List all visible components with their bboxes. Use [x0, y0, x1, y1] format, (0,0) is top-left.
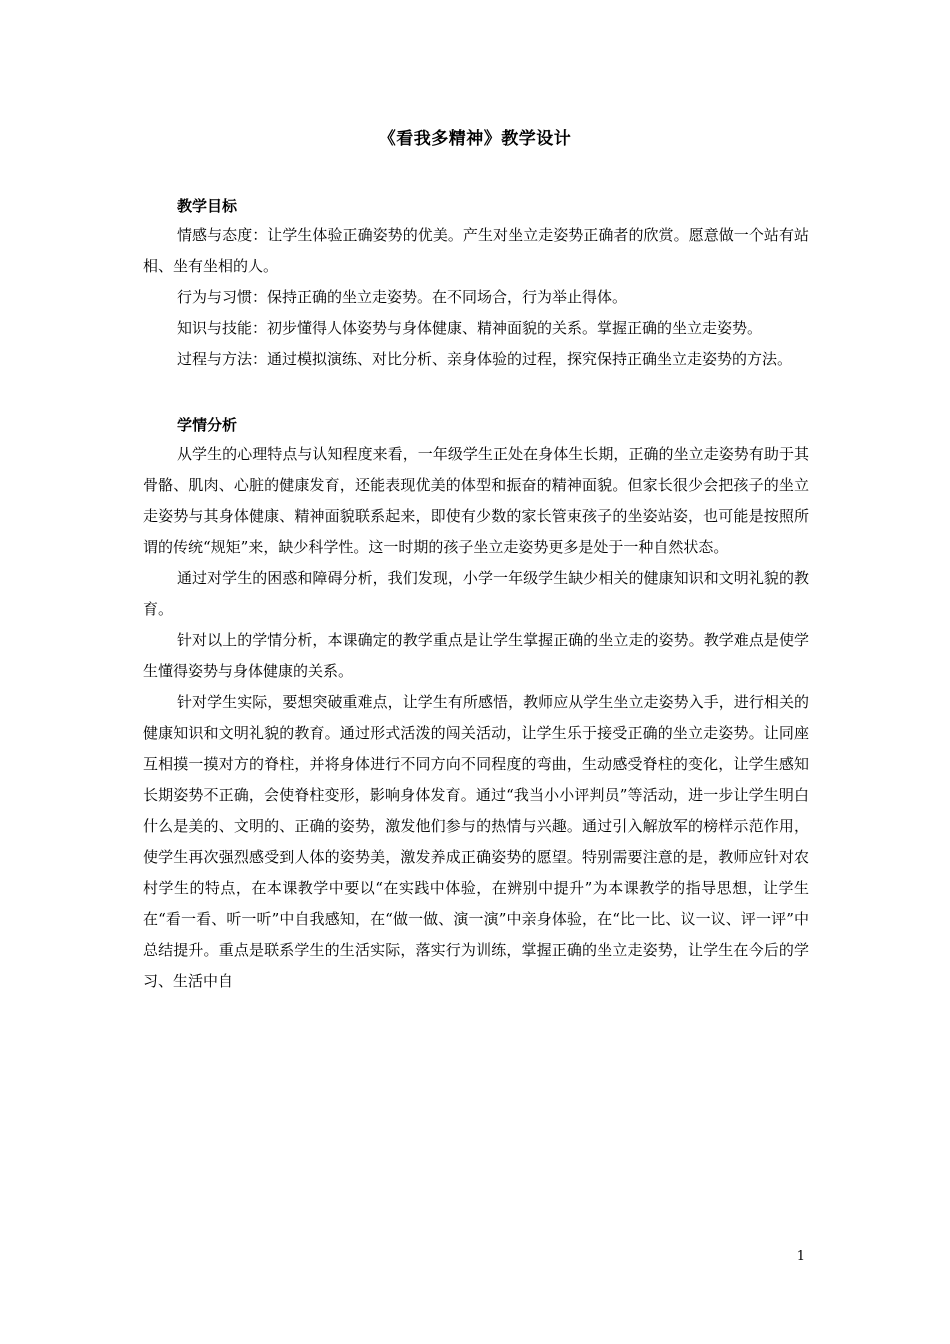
- paragraph: 针对以上的学情分析，本课确定的教学重点是让学生掌握正确的坐立走的姿势。教学难点是使学生懂得姿势与身体健康的关系。: [143, 631, 809, 680]
- section-teaching-goals: [143, 192, 809, 375]
- paragraph: 针对学生实际，要想突破重难点，让学生有所感悟，教师应从学生坐立走姿势入手，进行相关的健康知识和文明礼貌的教育。通过形式活泼的闯关活动，让学生乐于接受正确的坐立走姿势。让同座互相摸一摸对方的脊柱，并将身体进行不同方向不同程度的弯曲，生动感受脊柱的变化，让学生感知长期姿势不正确，会使脊柱变形，影响身体发育。通过“我当小小评判员”等活动，进一步让学生明白什么是美的、文明的、正确的姿势，激发他们参与的热情与兴趣。通过引入解放军的榜样示范作用，使学生再次强烈感受到人体的姿势美，激发养成正确姿势的愿望。特别需要注意的是，教师应针对农村学生的特点，在本课教学中要以“在实践中体验，在辨别中提升”为本课教学的指导思想，让学生在“看一看、听一听”中自我感知，在“做一做、演一演”中亲身体验，在“比一比、议一议、评一评”中总结提升。重点是联系学生的生活实际，落实行为训练，掌握正确的坐立走姿势，让学生在今后的学习、生活中自: [143, 693, 809, 990]
- section-heading: 教学目标: [177, 197, 238, 215]
- section-heading: 学情分析: [177, 416, 238, 434]
- paragraph: 通过对学生的困惑和障碍分析，我们发现，小学一年级学生缺少相关的健康知识和文明礼貌的教育。: [143, 569, 809, 618]
- paragraph: 知识与技能：初步懂得人体姿势与身体健康、精神面貌的关系。掌握正确的坐立走姿势。: [177, 319, 763, 337]
- page-number: 1: [796, 1249, 805, 1264]
- paragraph: 过程与方法：通过模拟演练、对比分析、亲身体验的过程，探究保持正确坐立走姿势的方法。: [177, 350, 793, 368]
- paragraph: 从学生的心理特点与认知程度来看，一年级学生正处在身体生长期，正确的坐立走姿势有助于其骨骼、肌肉、心脏的健康发育，还能表现优美的体型和振奋的精神面貌。但家长很少会把孩子的坐立走姿势与其身体健康、精神面貌联系起来，即使有少数的家长管束孩子的坐姿站姿，也可能是按照所谓的传统“规矩”来，缺少科学性。这一时期的孩子坐立走姿势更多是处于一种自然状态。: [143, 445, 809, 556]
- paragraph: 情感与态度：让学生体验正确姿势的优美。产生对坐立走姿势正确者的欣赏。愿意做一个站有站相、坐有坐相的人。: [143, 226, 809, 275]
- section-spacer: [143, 375, 809, 411]
- section-learner-analysis: [143, 411, 809, 997]
- paragraph: 行为与习惯：保持正确的坐立走姿势。在不同场合，行为举止得体。: [177, 288, 628, 306]
- document-body: [143, 192, 809, 997]
- document-title: 《看我多精神》教学设计: [378, 129, 572, 149]
